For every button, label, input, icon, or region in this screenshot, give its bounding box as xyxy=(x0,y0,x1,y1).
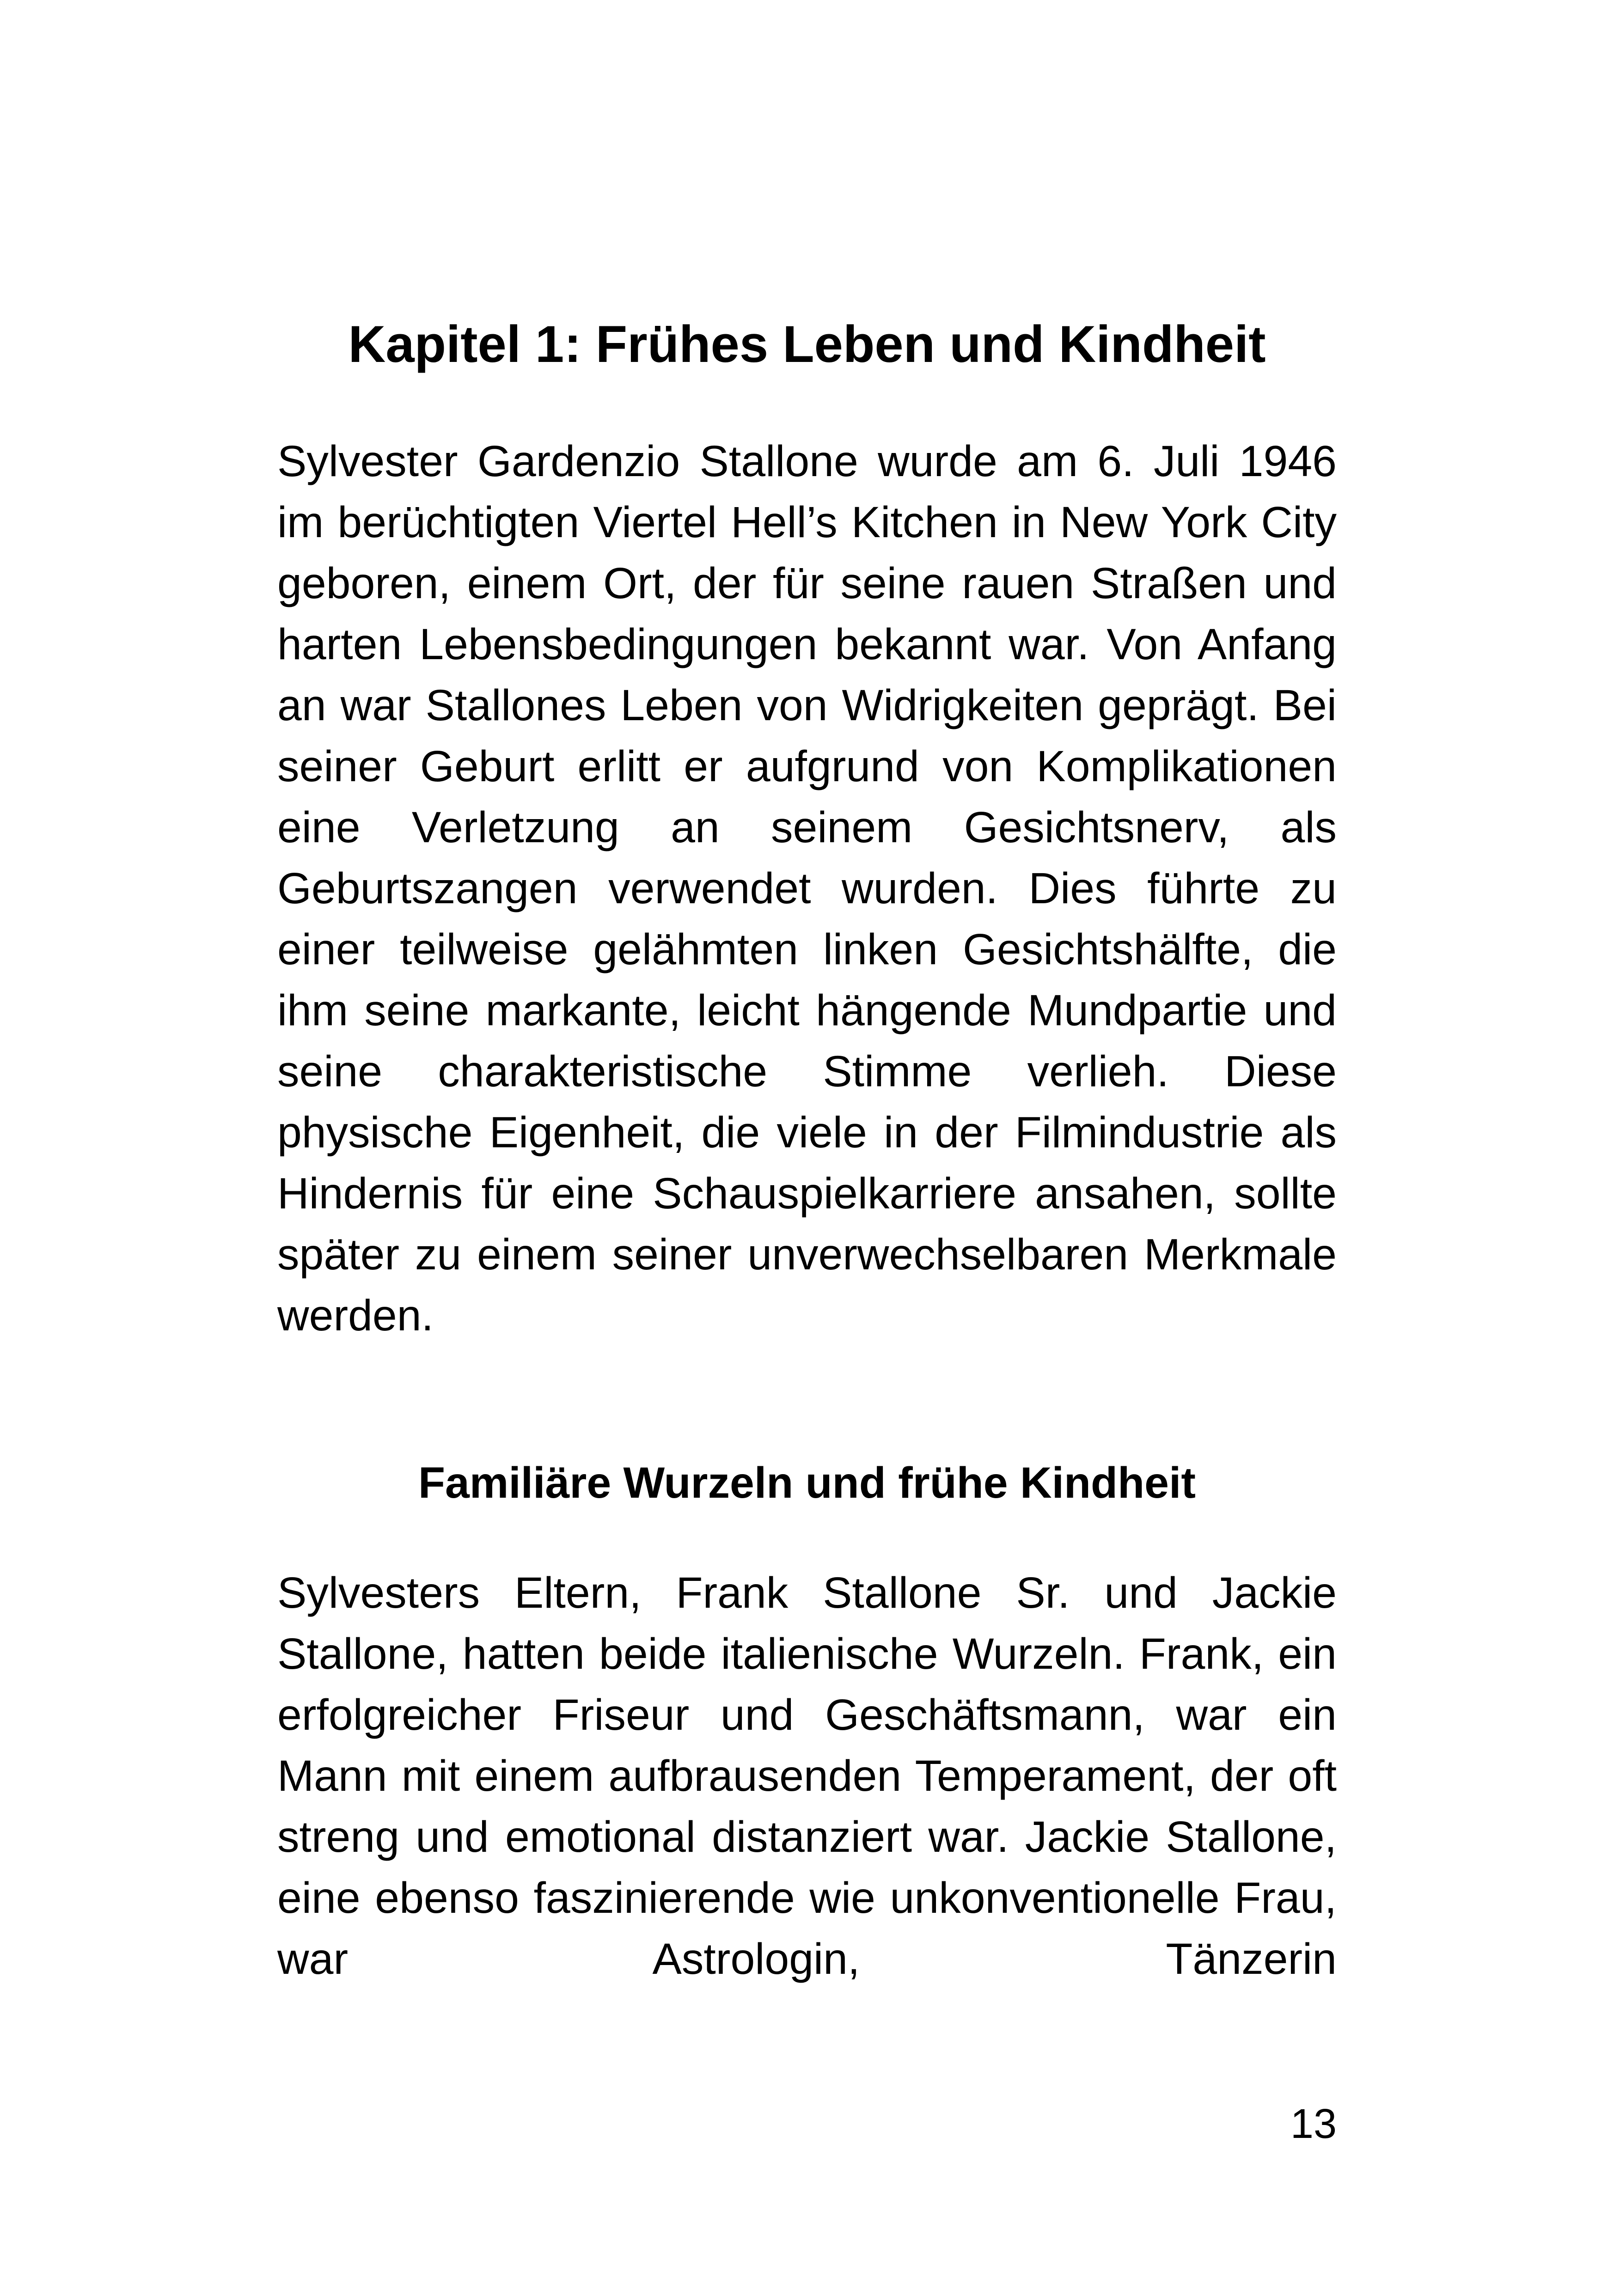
chapter-title: Kapitel 1: Frühes Leben und Kindheit xyxy=(348,315,1266,373)
page-number: 13 xyxy=(1290,2101,1337,2147)
section-paragraph: Sylvesters Eltern, Frank Stallone Sr. und Jackie Stallone, hatten beide italienische Wurzeln. Frank, ein erfolgreicher Friseur und Geschäftsmann, war ein Mann mit einem aufbrausenden Temperament, der oft streng und emotional distanziert war. Jackie Stallone, eine ebenso faszinierende wie unkonventionelle Frau, war Astrologin, Tänzerin xyxy=(277,1568,1337,1984)
chapter-paragraph: Sylvester Gardenzio Stallone wurde am 6. Juli 1946 im berüchtigten Viertel Hell’s Kitchen in New York City geboren, einem Ort, der für seine rauen Straßen und harten Lebensbedingungen bekannt war. Von Anfang an war Stallones Leben von Widrigkeiten geprägt. Bei seiner Geburt erlitt er aufgrund von Komplikationen eine Verletzung an seinem Gesichtsnerv, als Geburtszangen verwendet wurden. Dies führte zu einer teilweise gelähmten linken Gesichtshälfte, die ihm seine markante, leicht hängende Mundpartie und seine charakteristische Stimme verlieh. Diese physische Eigenheit, die viele in der Filmindustrie als Hindernis für eine Schauspielkarriere ansahen, sollte später zu einem seiner unverwechselbaren Merkmale werden. xyxy=(277,437,1337,1340)
section-heading: Familiäre Wurzeln und frühe Kindheit xyxy=(418,1458,1196,1507)
